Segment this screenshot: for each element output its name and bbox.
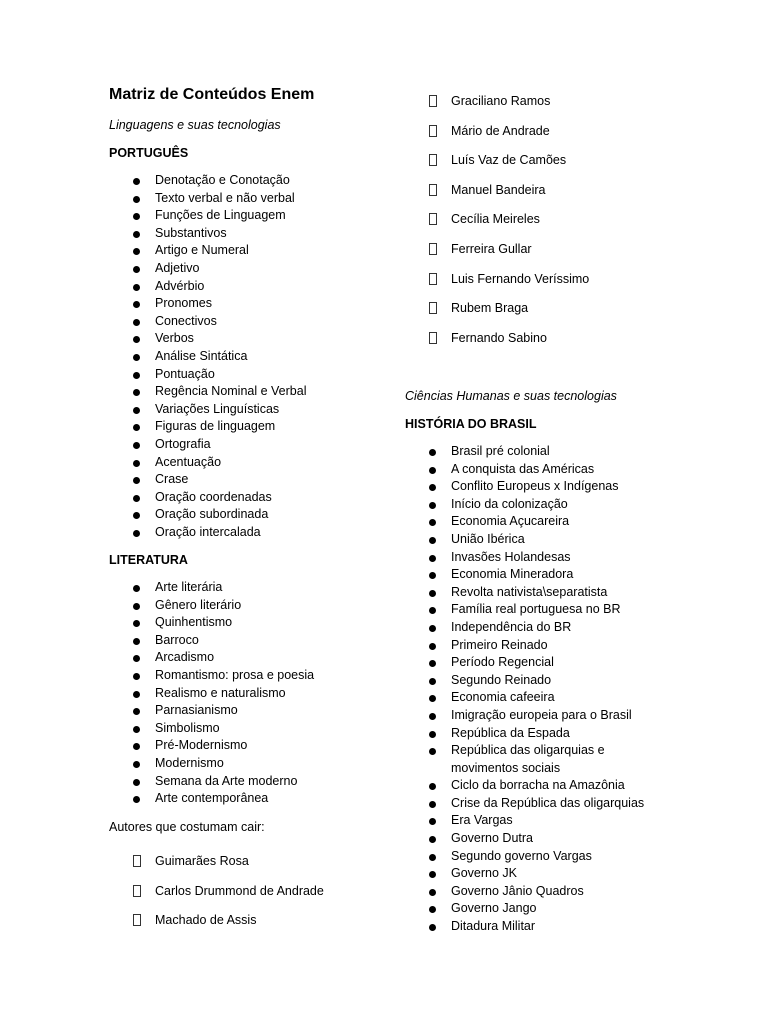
list-item (405, 812, 651, 830)
historia-list (405, 443, 651, 936)
bullet-icon (133, 336, 140, 343)
author-item (405, 330, 589, 360)
missing-glyph-box-icon (429, 184, 437, 196)
bullet-icon (133, 284, 140, 291)
list-item (109, 685, 314, 703)
list-item-label: Simbolismo (155, 720, 220, 735)
author-item (109, 912, 324, 942)
list-item (109, 348, 306, 366)
author-item (109, 883, 324, 913)
author-item (405, 271, 589, 301)
missing-glyph-box-icon (429, 302, 437, 314)
bullet-icon (133, 691, 140, 698)
bullet-icon (133, 248, 140, 255)
list-item (405, 848, 651, 866)
document-title: Matriz de Conteúdos Enem (109, 86, 315, 103)
bullet-icon (429, 695, 436, 702)
bullet-icon (133, 620, 140, 627)
list-item-label: Ciclo da borracha na Amazônia (451, 778, 625, 793)
list-item (109, 737, 314, 755)
list-item (109, 436, 306, 454)
list-item-label: Primeiro Reinado (451, 637, 548, 652)
list-item-label: Imigração europeia para o Brasil (451, 707, 632, 722)
autores-list-left (109, 853, 324, 942)
bullet-icon (133, 178, 140, 185)
author-name: Guimarães Rosa (155, 854, 249, 868)
list-item-label: Semana da Arte moderno (155, 773, 298, 788)
heading-historia: HISTÓRIA DO BRASIL (405, 417, 537, 431)
list-item-label: Gênero literário (155, 597, 242, 612)
list-item-label: Oração subordinada (155, 507, 269, 522)
list-item-label: Crise da República das oligarquias (451, 795, 645, 810)
author-item (405, 241, 589, 271)
bullet-icon (133, 638, 140, 645)
list-item (405, 795, 651, 813)
list-item-label: Artigo e Numeral (155, 243, 249, 258)
list-item (109, 597, 314, 615)
list-item (109, 614, 314, 632)
bullet-icon (133, 477, 140, 484)
list-item (405, 918, 651, 936)
list-item (405, 619, 651, 637)
list-item-label: República das oligarquias e movimentos sociais (451, 743, 605, 775)
list-item (109, 773, 314, 791)
bullet-icon (133, 407, 140, 414)
bullet-icon (429, 537, 436, 544)
author-name: Machado de Assis (155, 913, 257, 928)
author-name: Rubem Braga (451, 301, 529, 316)
list-item-label: Oração intercalada (155, 524, 261, 539)
list-item-label: A conquista das Américas (451, 461, 595, 476)
missing-glyph-box-icon (429, 243, 437, 255)
list-item (109, 418, 306, 436)
list-item (109, 313, 306, 331)
list-item (405, 900, 651, 918)
list-item-label: Era Vargas (451, 813, 513, 828)
author-name: Cecília Meireles (451, 212, 540, 227)
list-item-label: Início da colonização (451, 496, 568, 511)
list-item (405, 584, 651, 602)
bullet-icon (429, 519, 436, 526)
bullet-icon (429, 678, 436, 685)
list-item (405, 549, 651, 567)
missing-glyph-box-icon (429, 332, 437, 344)
list-item (405, 672, 651, 690)
list-item-label: Crase (155, 472, 189, 487)
bullet-icon (429, 783, 436, 790)
bullet-icon (429, 836, 436, 843)
list-item (405, 830, 651, 848)
bullet-icon (133, 319, 140, 326)
list-item-label: Regência Nominal e Verbal (155, 384, 307, 399)
bullet-icon (429, 731, 436, 738)
missing-glyph-box-icon (429, 125, 437, 137)
author-name: Luís Vaz de Camões (451, 153, 567, 168)
list-item (109, 278, 306, 296)
list-item (405, 883, 651, 901)
list-item-label: Adjetivo (155, 260, 200, 275)
section-subtitle-linguagens: Linguagens e suas tecnologias (109, 118, 281, 132)
bullet-icon (133, 424, 140, 431)
list-item-label: Revolta nativista\separatista (451, 584, 608, 599)
bullet-icon (133, 655, 140, 662)
bullet-icon (429, 590, 436, 597)
author-name: Graciliano Ramos (451, 94, 551, 108)
list-item (109, 172, 306, 190)
list-item (405, 478, 651, 496)
list-item-label: Ditadura Militar (451, 919, 536, 934)
bullet-icon (429, 748, 436, 755)
list-item-label: Economia cafeeira (451, 690, 555, 705)
list-item-label: União Ibérica (451, 531, 525, 546)
missing-glyph-box-icon (429, 273, 437, 285)
list-item (109, 330, 306, 348)
list-item-label: Análise Sintática (155, 348, 248, 363)
list-item-label: Ortografia (155, 436, 211, 451)
list-item-label: Variações Linguísticas (155, 401, 280, 416)
list-item (405, 531, 651, 549)
list-item (109, 524, 306, 542)
list-item-label: Governo Jango (451, 901, 537, 916)
list-item-label: Texto verbal e não verbal (155, 190, 295, 205)
list-item (405, 496, 651, 514)
author-name: Mário de Andrade (451, 123, 550, 138)
bullet-icon (133, 761, 140, 768)
list-item-label: Conflito Europeus x Indígenas (451, 479, 619, 494)
author-item (405, 300, 589, 330)
author-item (405, 123, 589, 153)
bullet-icon (429, 643, 436, 650)
list-item (109, 401, 306, 419)
list-item (405, 443, 651, 461)
list-item (405, 725, 651, 743)
bullet-icon (133, 389, 140, 396)
list-item-label: Parnasianismo (155, 703, 238, 718)
list-item-label: Invasões Holandesas (451, 549, 571, 564)
missing-glyph-box-icon (133, 855, 141, 867)
list-item-label: Conectivos (155, 313, 217, 328)
bullet-icon (133, 442, 140, 449)
list-item (109, 366, 306, 384)
author-item (109, 853, 324, 883)
bullet-icon (429, 484, 436, 491)
list-item-label: Realismo e naturalismo (155, 685, 286, 700)
missing-glyph-box-icon (429, 154, 437, 166)
bullet-icon (133, 266, 140, 273)
bullet-icon (133, 585, 140, 592)
bullet-icon (133, 213, 140, 220)
bullet-icon (429, 572, 436, 579)
list-item (405, 601, 651, 619)
heading-portugues: PORTUGUÊS (109, 146, 189, 160)
list-item-label: Brasil pré colonial (451, 444, 550, 458)
list-item-label: Advérbio (155, 278, 205, 293)
list-item-label: Governo Dutra (451, 831, 533, 846)
heading-literatura: LITERATURA (109, 553, 188, 567)
list-item-label: Arcadismo (155, 650, 215, 665)
list-item (405, 566, 651, 584)
list-item (109, 790, 314, 808)
list-item-label: Pontuação (155, 366, 215, 381)
author-name: Ferreira Gullar (451, 241, 532, 256)
portugues-list (109, 172, 306, 541)
list-item-label: Modernismo (155, 755, 224, 770)
author-item (405, 152, 589, 182)
author-name: Manuel Bandeira (451, 182, 546, 197)
list-item-label: Independência do BR (451, 619, 572, 634)
author-name: Fernando Sabino (451, 330, 547, 345)
autores-label: Autores que costumam cair: (109, 820, 265, 834)
list-item-label: Arte literária (155, 580, 223, 594)
bullet-icon (133, 512, 140, 519)
missing-glyph-box-icon (429, 213, 437, 225)
bullet-icon (133, 495, 140, 502)
list-item (109, 755, 314, 773)
list-item-label: Figuras de linguagem (155, 419, 276, 434)
list-item (109, 190, 306, 208)
list-item-label: Governo JK (451, 866, 518, 881)
list-item-label: Verbos (155, 331, 194, 346)
list-item (405, 689, 651, 707)
bullet-icon (429, 660, 436, 667)
list-item (109, 383, 306, 401)
bullet-icon (429, 854, 436, 861)
list-item-label: Acentuação (155, 454, 222, 469)
list-item (109, 207, 306, 225)
list-item (405, 461, 651, 479)
list-item-label: Governo Jânio Quadros (451, 883, 584, 898)
list-item (109, 506, 306, 524)
author-item (405, 182, 589, 212)
author-item (405, 93, 589, 123)
list-item-label: Economia Açucareira (451, 514, 570, 529)
list-item-label: República da Espada (451, 725, 570, 740)
bullet-icon (429, 502, 436, 509)
list-item-label: Pronomes (155, 296, 212, 311)
bullet-icon (133, 796, 140, 803)
list-item (109, 260, 306, 278)
bullet-icon (429, 607, 436, 614)
bullet-icon (133, 708, 140, 715)
list-item-label: Funções de Linguagem (155, 208, 286, 223)
list-item (109, 632, 314, 650)
list-item-label: Barroco (155, 632, 199, 647)
missing-glyph-box-icon (133, 885, 141, 897)
list-item (109, 667, 314, 685)
bullet-icon (429, 818, 436, 825)
literatura-list (109, 579, 314, 808)
list-item-label: Família real portuguesa no BR (451, 602, 621, 617)
list-item-label: Oração coordenadas (155, 489, 272, 504)
author-name: Carlos Drummond de Andrade (155, 883, 324, 898)
missing-glyph-box-icon (429, 95, 437, 107)
bullet-icon (429, 906, 436, 913)
autores-list-right (405, 93, 589, 359)
list-item (405, 777, 651, 795)
list-item (109, 454, 306, 472)
list-item (109, 225, 306, 243)
list-item (109, 295, 306, 313)
bullet-icon (133, 196, 140, 203)
list-item (109, 579, 314, 597)
list-item (405, 707, 651, 725)
bullet-icon (429, 467, 436, 474)
list-item-label: Denotação e Conotação (155, 173, 290, 187)
list-item-label: Substantivos (155, 225, 227, 240)
bullet-icon (429, 871, 436, 878)
list-item-label: Segundo governo Vargas (451, 848, 592, 863)
author-name: Luis Fernando Veríssimo (451, 271, 590, 286)
list-item-label: Pré-Modernismo (155, 738, 248, 753)
bullet-icon (133, 726, 140, 733)
bullet-icon (133, 603, 140, 610)
list-item-label: Segundo Reinado (451, 672, 552, 687)
list-item (109, 702, 314, 720)
list-item (109, 471, 306, 489)
bullet-icon (429, 625, 436, 632)
bullet-icon (133, 460, 140, 467)
bullet-icon (429, 801, 436, 808)
bullet-icon (133, 743, 140, 750)
list-item (405, 513, 651, 531)
list-item-label: Arte contemporânea (155, 791, 269, 806)
author-item (405, 211, 589, 241)
list-item (405, 742, 651, 777)
list-item-label: Período Regencial (451, 655, 554, 670)
bullet-icon (133, 530, 140, 537)
bullet-icon (429, 713, 436, 720)
bullet-icon (429, 924, 436, 931)
bullet-icon (429, 449, 436, 456)
bullet-icon (133, 673, 140, 680)
list-item (405, 865, 651, 883)
list-item (109, 649, 314, 667)
list-item (405, 637, 651, 655)
list-item (109, 489, 306, 507)
list-item (109, 242, 306, 260)
bullet-icon (133, 231, 140, 238)
bullet-icon (429, 555, 436, 562)
section-subtitle-humanas: Ciências Humanas e suas tecnologias (405, 389, 617, 403)
missing-glyph-box-icon (133, 914, 141, 926)
bullet-icon (133, 779, 140, 786)
list-item-label: Quinhentismo (155, 615, 233, 630)
list-item (405, 654, 651, 672)
list-item-label: Romantismo: prosa e poesia (155, 667, 315, 682)
bullet-icon (133, 301, 140, 308)
list-item (109, 720, 314, 738)
list-item-label: Economia Mineradora (451, 567, 574, 582)
bullet-icon (133, 372, 140, 379)
bullet-icon (133, 354, 140, 361)
bullet-icon (429, 889, 436, 896)
